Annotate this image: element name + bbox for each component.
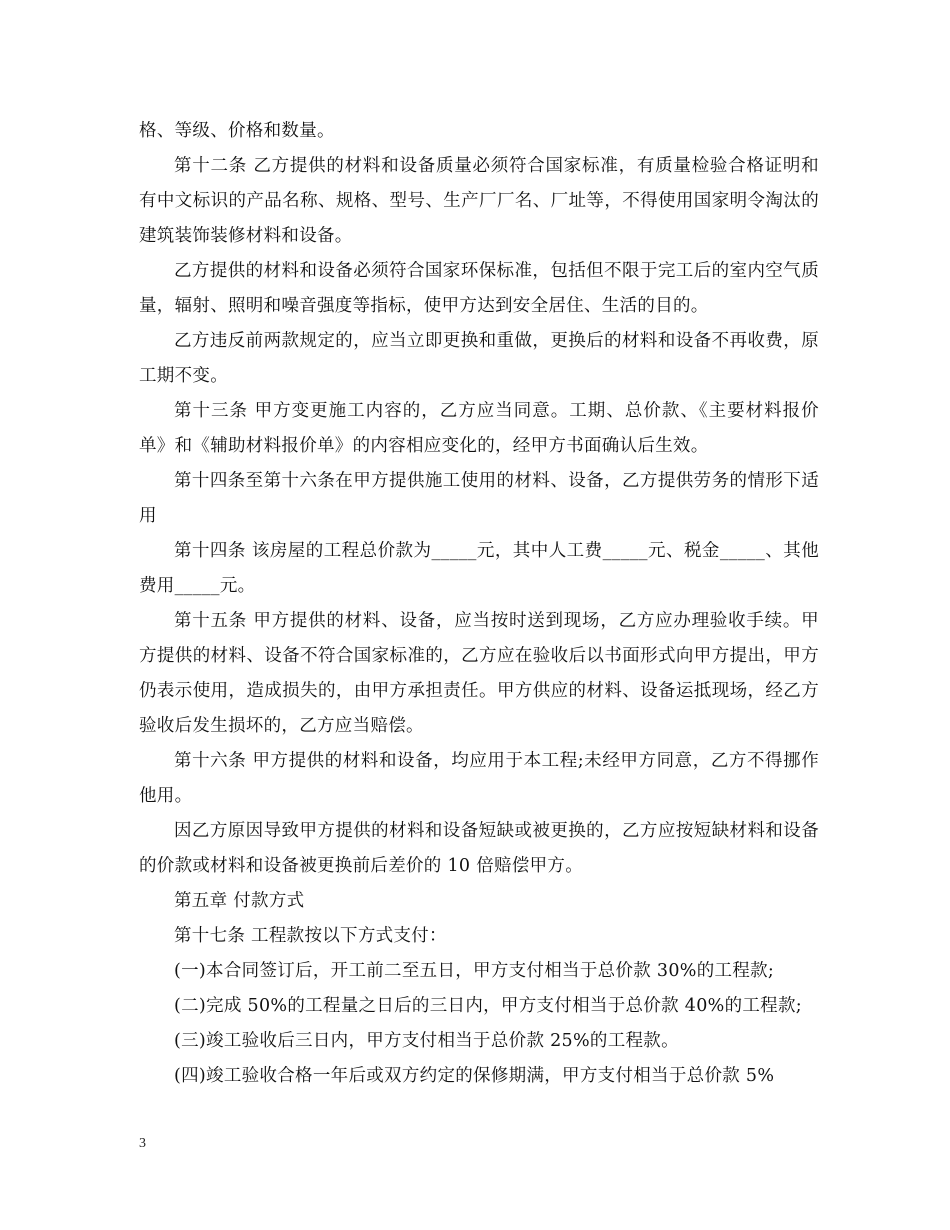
page-number: 3 [139, 1136, 146, 1151]
chapter-heading: 第五章 付款方式 [174, 891, 305, 911]
document-body [139, 114, 819, 1094]
list-item: (二)完成 50%的工程量之日后的三日内，甲方支付相当于总价款 40%的工程款; [174, 996, 802, 1016]
paragraph: 乙方违反前两款规定的，应当立即更换和重做，更换后的材料和设备不再收费，原工期不变。 [139, 331, 819, 386]
paragraph: 第十三条 甲方变更施工内容的，乙方应当同意。工期、总价款、《主要材料报价单》和《辅助材料报价单》的内容相应变化的，经甲方书面确认后生效。 [139, 401, 819, 456]
paragraph: 因乙方原因导致甲方提供的材料和设备短缺或被更换的，乙方应按短缺材料和设备的价款或材料和设备被更换前后差价的 10 倍赔偿甲方。 [139, 821, 819, 876]
paragraph: 第十七条 工程款按以下方式支付： [174, 926, 447, 946]
paragraph: 第十四条 该房屋的工程总价款为_____元，其中人工费_____元、税金_____、其他费用_____元。 [139, 541, 819, 596]
paragraph: 格、等级、价格和数量。 [139, 121, 335, 141]
paragraph: 第十六条 甲方提供的材料和设备，均应用于本工程;未经甲方同意，乙方不得挪作他用。 [139, 751, 819, 806]
paragraph: 乙方提供的材料和设备必须符合国家环保标准，包括但不限于完工后的室内空气质量，辐射、照明和噪音强度等指标，使甲方达到安全居住、生活的目的。 [139, 261, 819, 316]
paragraph: 第十五条 甲方提供的材料、设备，应当按时送到现场，乙方应办理验收手续。甲方提供的材料、设备不符合国家标准的，乙方应在验收后以书面形式向甲方提出，甲方仍表示使用，造成损失的，由甲方承担责任。甲方供应的材料、设备运抵现场，经乙方验收后发生损坏的，乙方应当赔偿。 [139, 611, 819, 736]
list-item: (三)竣工验收后三日内，甲方支付相当于总价款 25%的工程款。 [174, 1031, 679, 1051]
list-item: (一)本合同签订后，开工前二至五日，甲方支付相当于总价款 30%的工程款; [174, 961, 775, 981]
paragraph: 第十二条 乙方提供的材料和设备质量必须符合国家标准，有质量检验合格证明和有中文标识的产品名称、规格、型号、生产厂厂名、厂址等，不得使用国家明令淘汰的建筑装饰装修材料和设备。 [139, 156, 819, 246]
paragraph: 第十四条至第十六条在甲方提供施工使用的材料、设备，乙方提供劳务的情形下适用 [139, 471, 819, 526]
list-item: (四)竣工验收合格一年后或双方约定的保修期满，甲方支付相当于总价款 5% [174, 1066, 775, 1086]
